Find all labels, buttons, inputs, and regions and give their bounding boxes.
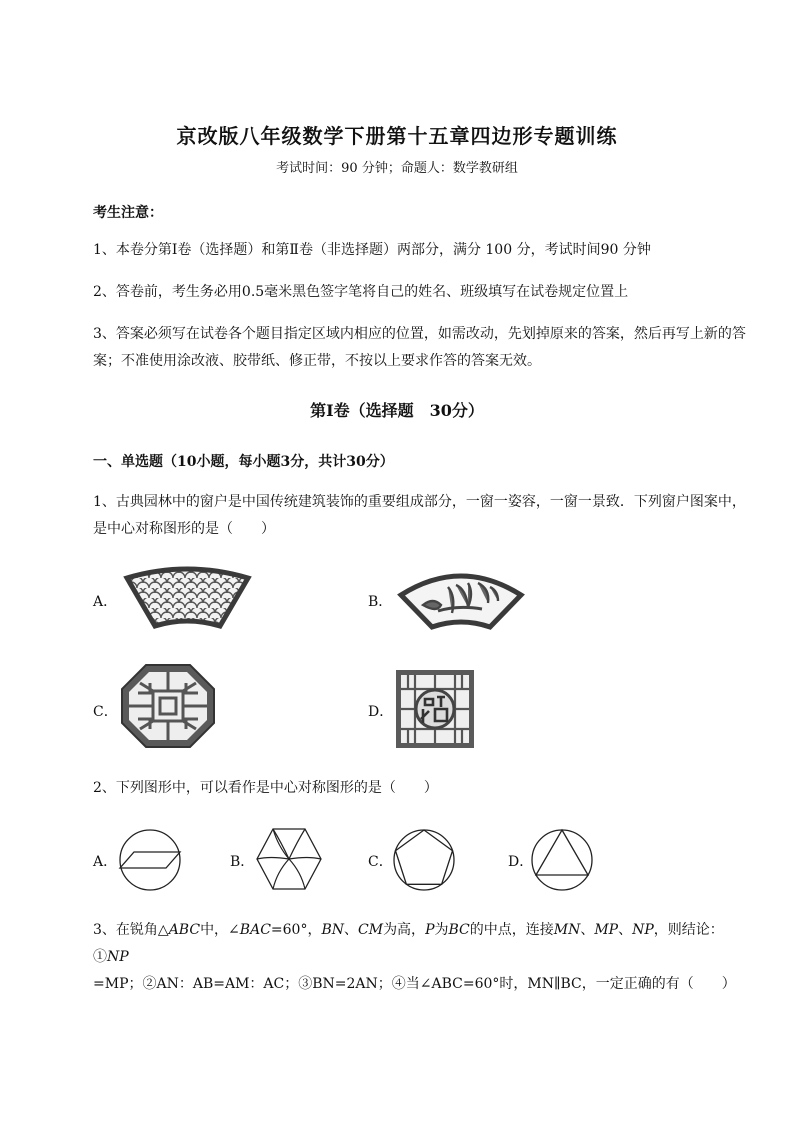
q3-var: BAC [239, 922, 271, 938]
question-1-stem: 1、古典园林中的窗户是中国传统建筑装饰的重要组成部分，一窗一姿容，一窗一景致．下列窗户图案中，是中心对称图形的是（ ） [93, 494, 746, 537]
notice-item-1: 1、本卷分第Ⅰ卷（选择题）和第Ⅱ卷（非选择题）两部分，满分 100 分，考试时间90 分钟 [93, 242, 651, 258]
q3-text: 为高， [383, 922, 426, 938]
q3-text: 、 [618, 922, 633, 938]
section-title: 第Ⅰ卷（选择题 30分） [310, 401, 484, 420]
q3-var: MN [553, 922, 581, 938]
q1-option-c-label: C． [93, 704, 118, 720]
q3-text: ，则结论：① [93, 922, 724, 965]
q1-option-d-window-image [395, 669, 475, 749]
q3-text: 的中点，连接 [469, 922, 554, 938]
q1-option-b-window-image [398, 565, 524, 631]
q3-var: BC [448, 922, 470, 938]
q2-option-c-circle-pentagon [392, 828, 456, 892]
part-heading: 一、单选题（10小题，每小题3分，共计30分） [93, 454, 394, 470]
q3-var: ABC [168, 922, 201, 938]
q3-text: =60°， [270, 922, 322, 938]
q3-var: MP [594, 922, 619, 938]
q3-text: 为 [434, 922, 449, 938]
q1-option-b-label: B． [368, 594, 393, 610]
q1-option-a-label: A． [93, 594, 118, 610]
q2-option-b-label: B． [230, 854, 255, 870]
q3-text: 3、在锐角△ [93, 922, 169, 938]
q1-option-c-window-image [120, 663, 216, 749]
notice-item-3: 3、答案必须写在试卷各个题目指定区域内相应的位置，如需改动，先划掉原来的答案，然后再写上新的答案；不准使用涂改液、胶带纸、修正带，不按以上要求作答的答案无效。 [93, 326, 746, 369]
q2-option-a-circle-parallelogram [118, 828, 182, 892]
q3-var: NP [107, 949, 129, 965]
q3-var: P [425, 922, 435, 938]
q1-option-a-window-image [125, 568, 250, 630]
q2-option-d-label: D． [508, 854, 534, 870]
q3-text: 中，∠ [200, 922, 240, 938]
exam-info: 考试时间：90 分钟；命题人：数学教研组 [276, 161, 518, 176]
q3-var: NP [632, 922, 654, 938]
notice-item-2: 2、答卷前，考生务必用0.5毫米黑色签字笔将自己的姓名、班级填写在试卷规定位置上 [93, 284, 629, 300]
q3-var: CM [358, 922, 384, 938]
question-3-stem [93, 917, 748, 998]
q2-option-d-circle-triangle [530, 828, 594, 892]
q2-option-b-hexagon-petals [256, 828, 322, 890]
q2-option-c-label: C． [368, 854, 393, 870]
q3-var: BN [321, 922, 345, 938]
q3-text: 、 [580, 922, 595, 938]
q1-option-d-label: D． [368, 704, 394, 720]
page-title: 京改版八年级数学下册第十五章四边形专题训练 [176, 124, 618, 148]
notice-heading: 考生注意： [93, 205, 163, 221]
q3-text-line2: =MP；②AN：AB=AM：AC；③BN=2AN；④当∠ABC=60°时，MN∥BC，一定正确的有（ ） [93, 976, 736, 992]
q3-text: 、 [344, 922, 359, 938]
question-2-stem: 2、下列图形中，可以看作是中心对称图形的是（ ） [93, 780, 438, 796]
q2-option-a-label: A． [93, 854, 118, 870]
